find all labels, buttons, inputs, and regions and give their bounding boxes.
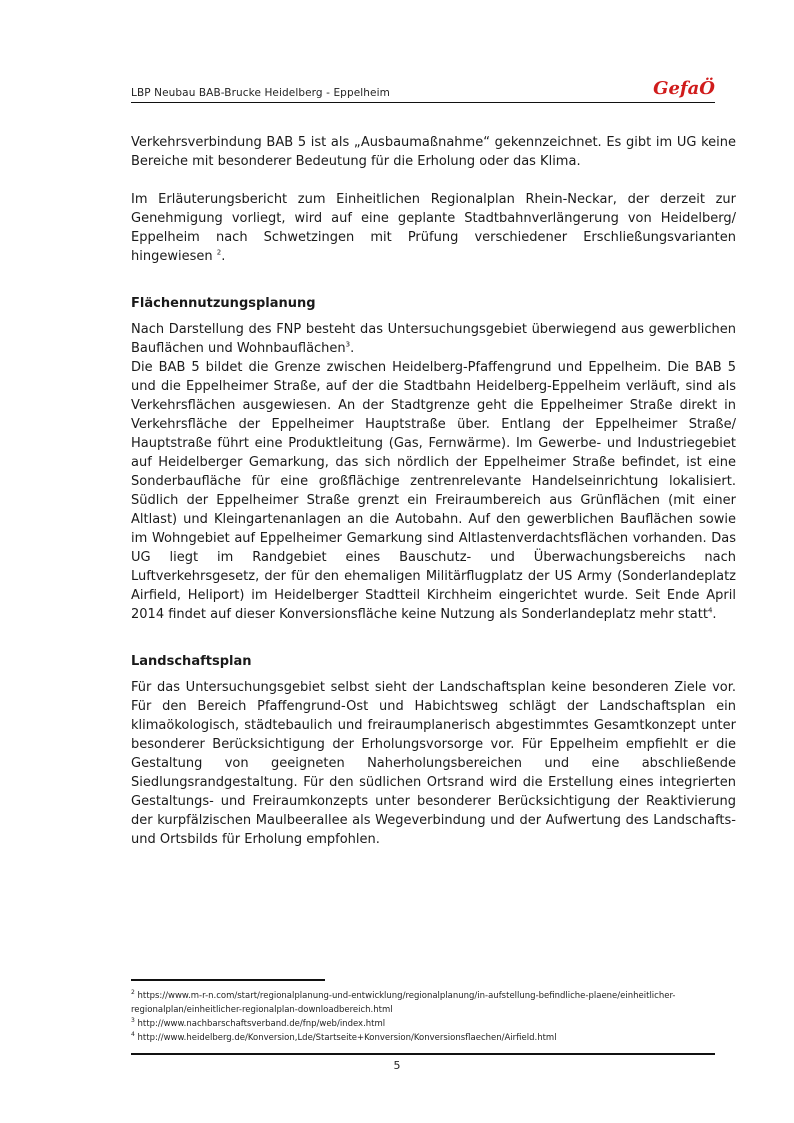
footnote-separator bbox=[131, 979, 325, 981]
footnote-ref-2[interactable]: 2 bbox=[216, 248, 222, 257]
footnote-link[interactable]: https://www.m-r-n.com/start/regionalplanung-und-entwicklung/regionalplanung/in-aufstellung-befindliche-plaene/einheitlicher-regionalplan/einheitlicher-regionalplan-downloadbereich.html bbox=[131, 991, 676, 1015]
footnote-ref-4[interactable]: 4 bbox=[707, 606, 713, 615]
document-title: LBP Neubau BAB-Brucke Heidelberg - Eppelheim bbox=[131, 87, 390, 99]
section-heading-landscape: Landschaftsplan bbox=[131, 654, 252, 669]
section-heading-fnp: Flächennutzungsplanung bbox=[131, 296, 316, 311]
intro-paragraph-2: Im Erläuterungsbericht zum Einheitlichen Regionalplan Rhein-Neckar, der derzeit zur Genehmigung vorliegt, wird auf eine geplante Stadtbahnverlängerung von Heidelberg/ Eppelheim nach Schwetzingen mit Prüfung verschiedener Erschließungsvarianten hingewiesen $^2$. bbox=[131, 192, 736, 264]
intro-paragraph-1: Verkehrsverbindung BAB 5 ist als „Ausbaumaßnahme“ gekennzeichnet. Es gibt im UG keine Bereiche mit besonderer Bedeutung für die Erholung oder das Klima. bbox=[131, 135, 736, 169]
footnote-link[interactable]: http://www.nachbarschaftsverband.de/fnp/web/index.html bbox=[137, 1019, 386, 1029]
footnote-ref-3[interactable]: 3 bbox=[345, 340, 351, 349]
footnotes bbox=[131, 989, 736, 1045]
landscape-paragraph-1: Für das Untersuchungsgebiet selbst sieht der Landschaftsplan keine besonderen Ziele vor. Für den Bereich Pfaffengrund-Ost und Habichtsweg schlägt der Landschaftsplan ein klimaökologisch, städtebaulich und freiraumplanerisch abgestimmtes Gesamtkonzept unter besonderer Berücksichtigung der Erholungsvorsorge vor. Für Eppelheim empfiehlt er die Gestaltung von geeigneten Naherholungsbereichen und eine abschließende Siedlungsrandgestaltung. Für den südlichen Ortsrand wird die Erstellung eines integrierten Gestaltungs- und Freiraumkonzepts unter besonderer Berücksichtigung der Reaktivierung der kurpfälzischen Maulbeerallee als Wegeverbindung und der Aufwertung des Landschafts- und Ortsbilds für Erholung empfohlen. bbox=[131, 680, 736, 847]
page-number: 5 bbox=[393, 1059, 401, 1072]
footnote-4: $^4$ http://www.heidelberg.de/Konversion,Lde/Startseite+Konversion/Konversionsflaechen/Airfield.html bbox=[131, 1031, 557, 1043]
footnote-link[interactable]: http://www.heidelberg.de/Konversion,Lde/Startseite+Konversion/Konversionsflaechen/Airfield.html bbox=[137, 1033, 557, 1043]
fnp-paragraph-1: Nach Darstellung des FNP besteht das Untersuchungsgebiet überwiegend aus gewerblichen Bauflächen und Wohnbauflächen$^3$. bbox=[131, 322, 736, 356]
footnote-3: $^3$ http://www.nachbarschaftsverband.de/fnp/web/index.html bbox=[131, 1017, 386, 1029]
page-content bbox=[131, 133, 736, 849]
footer-rule bbox=[131, 1053, 715, 1055]
gefaoe-logo: GefaÖ bbox=[653, 78, 715, 99]
page-header bbox=[131, 78, 715, 103]
fnp-paragraph-2: Die BAB 5 bildet die Grenze zwischen Heidelberg-Pfaffengrund und Eppelheim. Die BAB 5 und die Eppelheimer Straße, auf der die Stadtbahn Heidelberg-Eppelheim verläuft, sind als Verkehrsflächen ausgewiesen. An der Stadtgrenze geht die Eppelheimer Straße direkt in Verkehrsfläche der Eppelheimer Hauptstraße über. Entlang der Eppelheimer Straße/ Hauptstraße führt eine Produktleitung (Gas, Fernwärme). Im Gewerbe- und Industriegebiet auf Heidelberger Gemarkung, das sich nördlich der Eppelheimer Straße befindet, ist eine Sonderbaufläche für eine großflächige zentrenrelevante Handelseinrichtung lokalisiert. Südlich der Eppelheimer Straße grenzt ein Freiraumbereich aus Grünflächen (mit einer Altlast) und Kleingartenanlagen an die Autobahn. Auf den gewerblichen Bauflächen sowie im Wohngebiet auf Eppelheimer Gemarkung sind Altlastenverdachtsflächen vorhanden. Das UG liegt im Randgebiet eines Bauschutz- und Überwachungsbereichs nach Luftverkehrsgesetz, der für den ehemaligen Militärflugplatz der US Army (Sonderlandeplatz Airfield, Heliport) im Heidelberger Stadtteil Kirchheim eingerichtet wurde. Seit Ende April 2014 findet auf dieser Konversionsfläche keine Nutzung als Sonderlandeplatz mehr statt$^4$. bbox=[131, 360, 736, 622]
footnote-2: $^2$ https://www.m-r-n.com/start/regionalplanung-und-entwicklung/regionalplanung/in-aufstellung-befindliche-plaene/einheitlicher-regionalplan/einheitlicher-regionalplan-downloadbereich.html bbox=[131, 989, 676, 1015]
